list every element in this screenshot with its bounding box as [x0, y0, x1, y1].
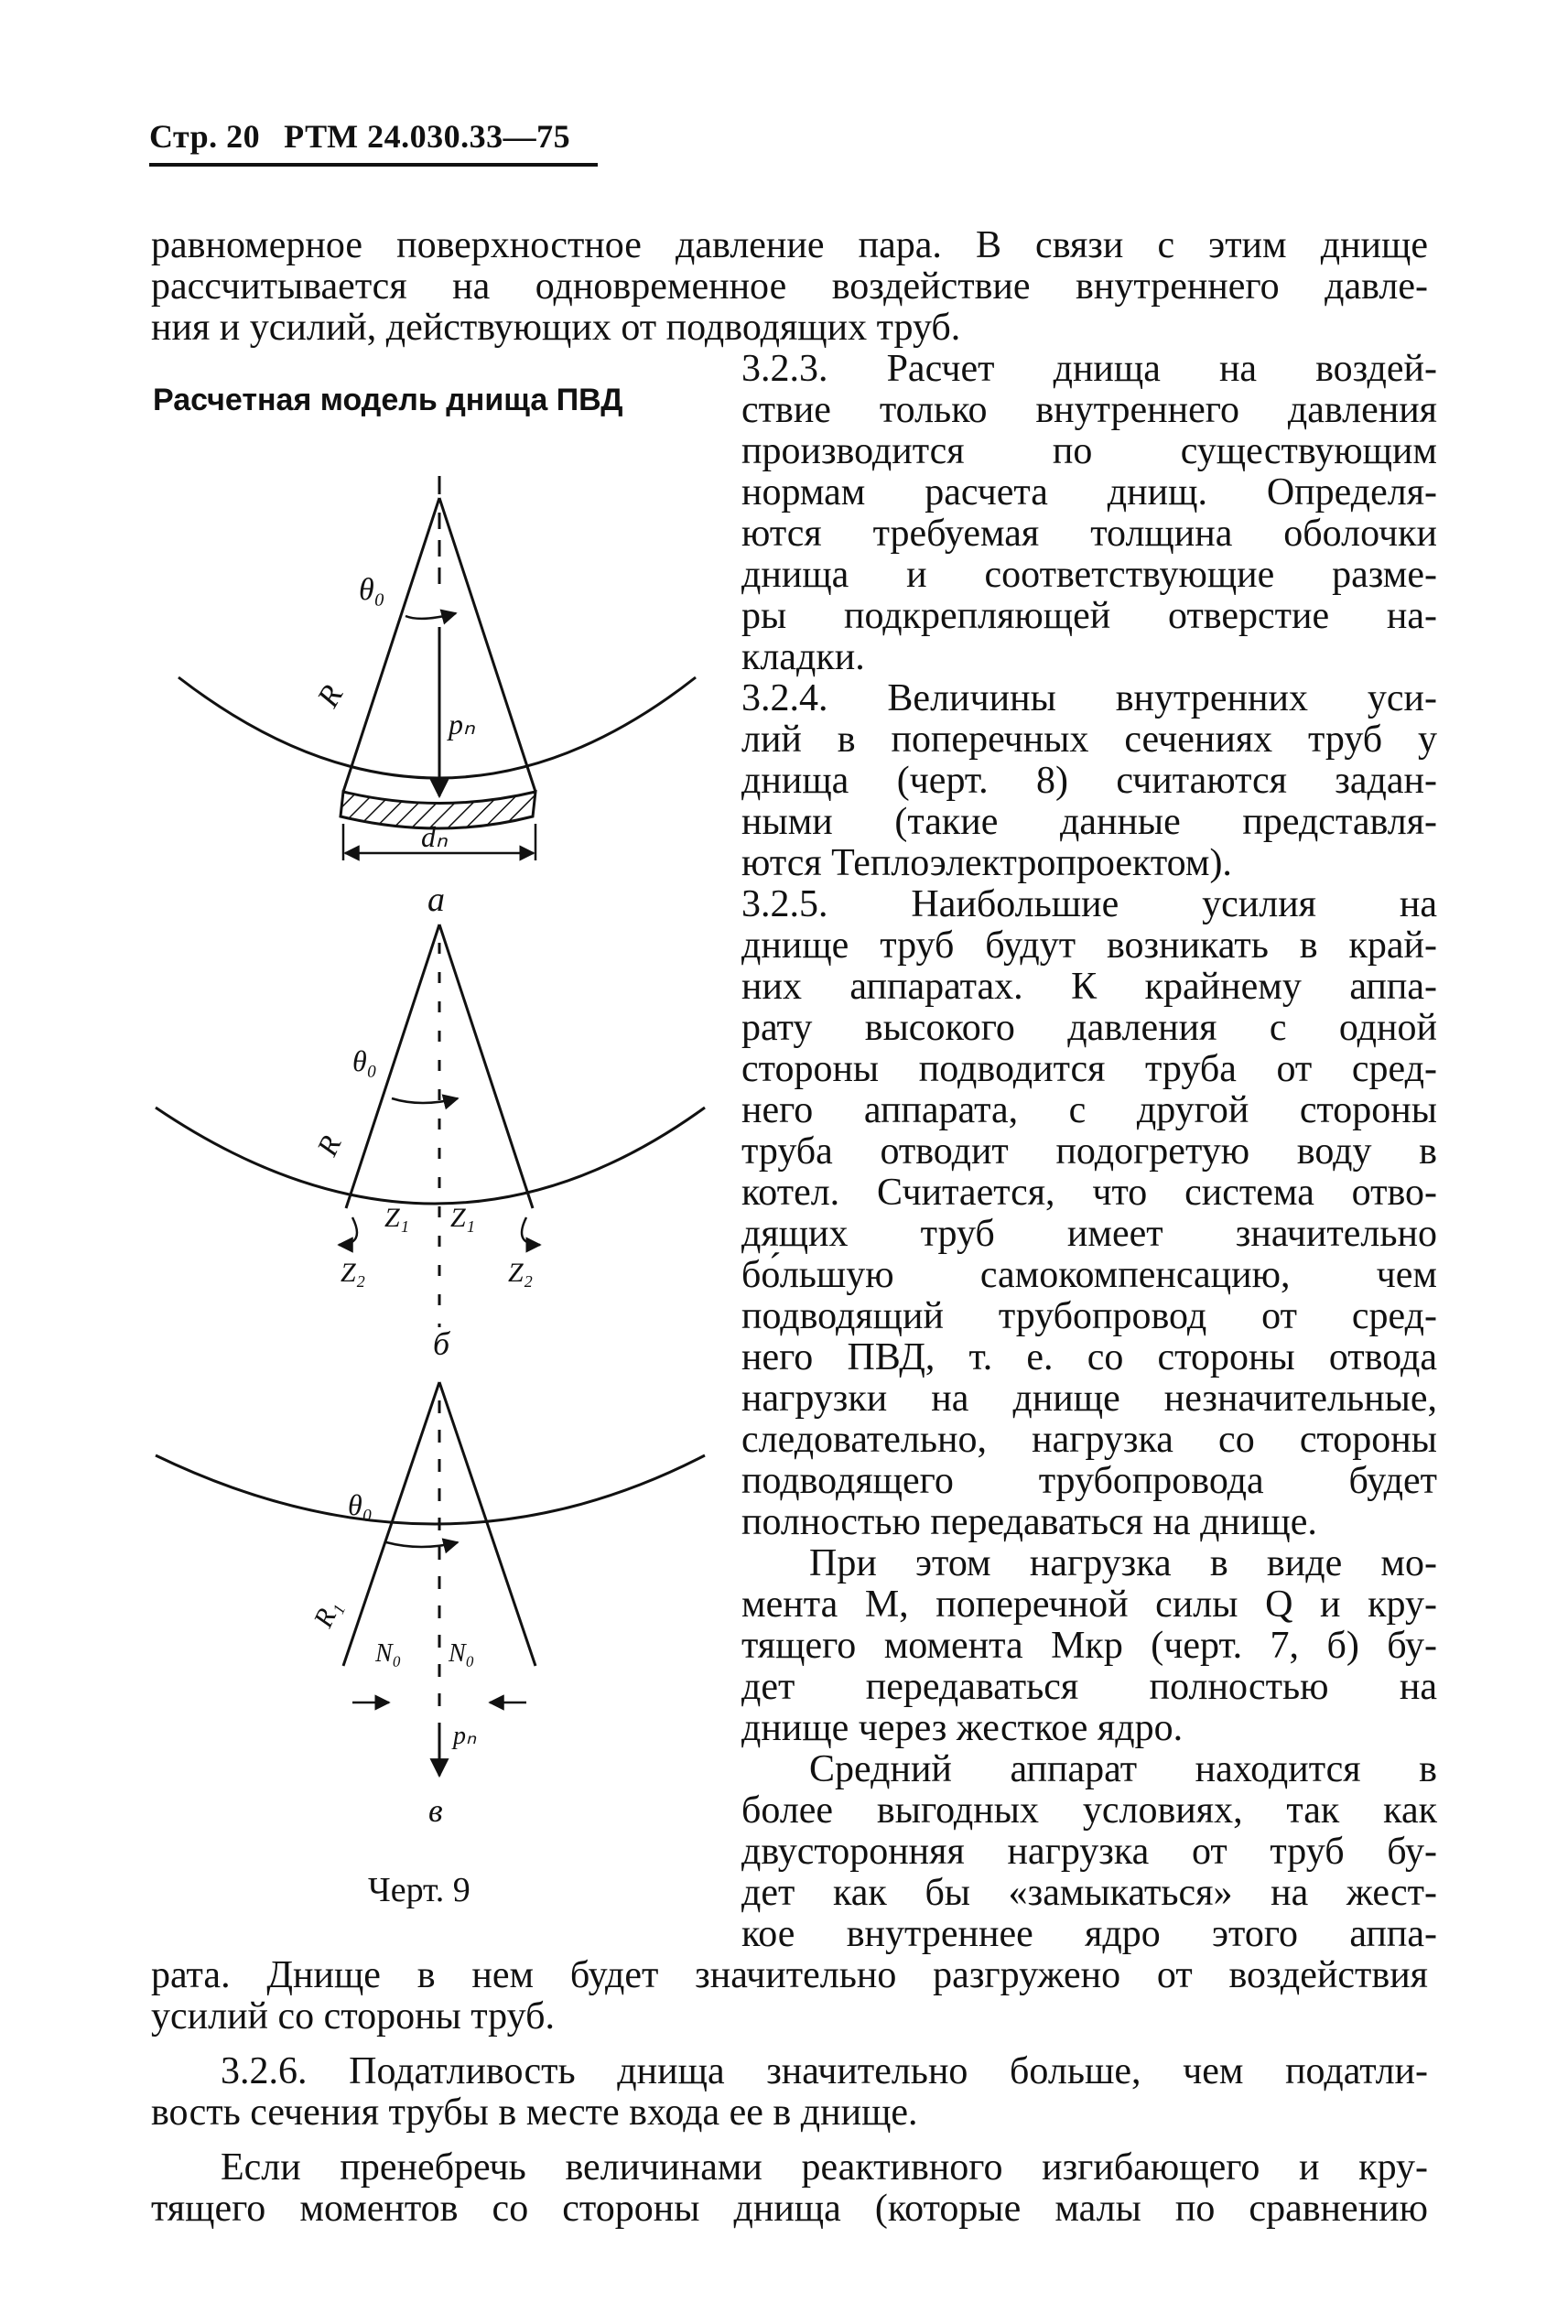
body-line: Если пренебречь величинами реактивного изгибающего и кру-	[221, 2146, 1428, 2189]
column-line: дящих труб имеет значительно	[741, 1213, 1437, 1255]
column-line: 3.2.3. Расчет днища на воздей-	[741, 348, 1437, 390]
column-line: 3.2.4. Величины внутренних уси-	[741, 677, 1437, 719]
intro-line: рассчитывается на одновременное воздействие внутреннего давле-	[151, 265, 1428, 308]
column-line: него ПВД, т. е. со стороны отвода	[741, 1336, 1437, 1378]
column-line: полностью передаваться на днище.	[741, 1501, 1317, 1543]
document-code: РТМ 24.030.33—75	[284, 118, 571, 155]
z2-left-label: Z₂	[341, 1258, 366, 1288]
body-line: тящего моментов со стороны днища (которые малы по сравнению	[151, 2188, 1428, 2230]
column-line: кое внутреннее ядро этого аппа-	[741, 1913, 1437, 1955]
column-line: ются требуемая толщина оболочки	[741, 513, 1437, 555]
figure-diagram	[146, 476, 714, 1849]
theta-label: θ₀	[352, 1044, 377, 1077]
panel-b-label: б	[433, 1325, 450, 1362]
column-line: нагрузки на днище незначительные,	[741, 1378, 1437, 1420]
figure-number: Черт. 9	[368, 1871, 470, 1909]
z1-right-label: Z₁	[450, 1203, 476, 1233]
column-line: ры подкрепляющей отверстие на-	[741, 595, 1437, 637]
column-line: стороны подводится труба от сред-	[741, 1048, 1437, 1090]
column-line: подводящий трубопровод от сред-	[741, 1295, 1437, 1337]
page-number: Стр. 20	[149, 118, 261, 155]
column-line: дет передаваться полностью на	[741, 1666, 1437, 1708]
panel-a	[178, 476, 696, 919]
theta-label: θ₀	[359, 573, 385, 607]
column-line: дет как бы «замыкаться» на жест-	[741, 1872, 1437, 1914]
column-line: ствие только внутреннего давления	[741, 389, 1437, 431]
figure-caption: Расчетная модель днища ПВД	[153, 383, 623, 417]
body-line: вость сечения трубы в месте входа ее в днище.	[151, 2092, 918, 2134]
body-line: усилий со стороны труб.	[151, 1995, 555, 2038]
column-line: труба отводит подогретую воду в	[741, 1130, 1437, 1173]
column-line: При этом нагрузка в виде мо-	[809, 1542, 1437, 1584]
radius1-label: R₁	[308, 1594, 347, 1632]
n0-right-label: N₀	[449, 1639, 475, 1668]
panel-c	[156, 1382, 705, 1829]
column-line: бо́льшую самокомпенсацию, чем	[741, 1254, 1437, 1296]
column-line: ются Теплоэлектропроектом).	[741, 842, 1232, 884]
intro-line: равномерное поверхностное давление пара. В связи с этим днище	[151, 224, 1428, 266]
z1-left-label: Z₁	[384, 1203, 410, 1233]
column-line: двусторонняя нагрузка от труб бу-	[741, 1831, 1437, 1873]
column-line: следовательно, нагрузка со стороны	[741, 1419, 1437, 1461]
column-line: 3.2.5. Наибольшие усилия на	[741, 883, 1437, 925]
column-line: них аппаратах. К крайнему аппа-	[741, 966, 1437, 1008]
column-line: котел. Считается, что система отво-	[741, 1172, 1437, 1214]
header-rule	[149, 163, 598, 167]
radius-label: R	[309, 1130, 348, 1161]
panel-c-label: в	[428, 1792, 443, 1829]
column-line: более выгодных условиях, так как	[741, 1789, 1437, 1832]
column-line: лий в поперечных сечениях труб у	[741, 719, 1437, 761]
column-line: кладки.	[741, 636, 865, 678]
column-line: подводящего трубопровода будет	[741, 1460, 1437, 1502]
diameter-label: dₙ	[421, 820, 448, 853]
n0-left-label: N₀	[375, 1639, 402, 1668]
body-line: 3.2.6. Податливость днища значительно больше, чем податли-	[221, 2050, 1428, 2092]
intro-line: ния и усилий, действующих от подводящих труб.	[151, 307, 961, 349]
column-line: ными (такие данные представля-	[741, 801, 1437, 843]
column-line: тящего момента Мкр (черт. 7, б) бу-	[741, 1625, 1437, 1667]
column-line: Средний аппарат находится в	[809, 1748, 1437, 1790]
column-line: него аппарата, с другой стороны	[741, 1089, 1437, 1131]
column-line: днища и соответствующие разме-	[741, 554, 1437, 596]
radius-label: R	[310, 679, 351, 713]
body-line: рата. Днище в нем будет значительно разгружено от воздействия	[151, 1954, 1428, 1996]
column-line: днища (черт. 8) считаются задан-	[741, 760, 1437, 802]
page-header	[149, 117, 570, 156]
z2-right-label: Z₂	[508, 1258, 534, 1288]
column-line: производится по существующим	[741, 430, 1437, 472]
column-line: нормам расчета днищ. Определя-	[741, 471, 1437, 513]
column-line: рату высокого давления с одной	[741, 1007, 1437, 1049]
pressure-label: pₙ	[453, 1722, 477, 1750]
panel-b	[156, 924, 705, 1362]
theta-label: θ₀	[348, 1488, 373, 1521]
panel-a-label: а	[427, 881, 445, 919]
column-line: днище через жесткое ядро.	[741, 1707, 1184, 1749]
column-line: днище труб будут возникать в край-	[741, 924, 1437, 967]
pressure-label: pₙ	[449, 708, 475, 740]
column-line: мента М, поперечной силы Q и кру-	[741, 1584, 1437, 1626]
